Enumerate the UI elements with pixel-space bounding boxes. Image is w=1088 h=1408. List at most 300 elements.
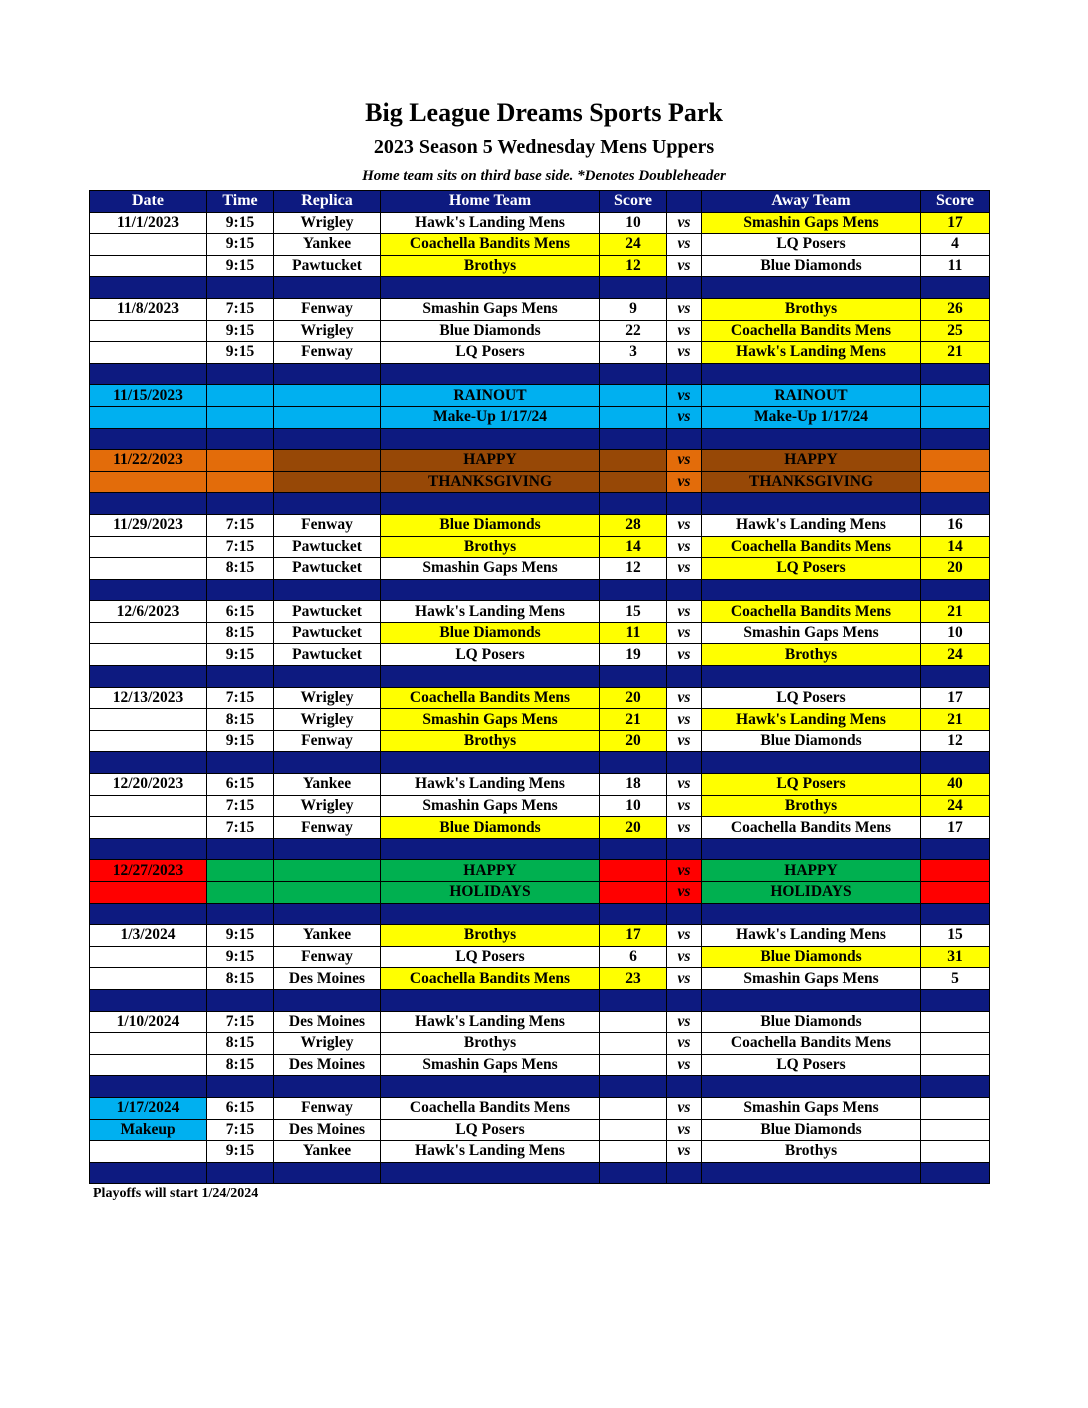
separator-cell [381, 277, 600, 299]
replica-cell: Fenway [274, 1097, 381, 1119]
home-score-cell [600, 1054, 667, 1076]
separator-cell [274, 579, 381, 601]
date-cell: 1/17/2024 [90, 1097, 207, 1119]
col-replica-header: Replica [274, 191, 381, 213]
separator-cell [600, 752, 667, 774]
away-score-cell: 17 [921, 687, 990, 709]
date-cell [90, 644, 207, 666]
header-row [90, 191, 990, 213]
separator-cell [600, 493, 667, 515]
separator-cell [90, 1162, 207, 1184]
separator-row [90, 493, 990, 515]
replica-cell: Fenway [274, 342, 381, 364]
home-score-cell: 18 [600, 774, 667, 796]
home-score-cell: 11 [600, 622, 667, 644]
replica-cell: Wrigley [274, 212, 381, 234]
separator-row [90, 666, 990, 688]
vs-cell: vs [667, 795, 702, 817]
table-row [90, 968, 990, 990]
away-score-cell: 26 [921, 298, 990, 320]
playoffs-note: Playoffs will start 1/24/2024 [93, 1186, 259, 1201]
separator-cell [702, 493, 921, 515]
vs-cell: vs [667, 601, 702, 623]
home-team-cell: Blue Diamonds [381, 817, 600, 839]
home-score-cell: 21 [600, 709, 667, 731]
table-row [90, 882, 990, 904]
home-score-cell: 17 [600, 925, 667, 947]
time-cell: 8:15 [207, 968, 274, 990]
separator-cell [274, 493, 381, 515]
vs-cell: vs [667, 882, 702, 904]
away-score-cell: 21 [921, 709, 990, 731]
date-cell [90, 1054, 207, 1076]
replica-cell: Des Moines [274, 968, 381, 990]
separator-cell [702, 1162, 921, 1184]
away-score-cell: 16 [921, 514, 990, 536]
time-cell: 9:15 [207, 925, 274, 947]
home-score-cell: 20 [600, 817, 667, 839]
time-cell: 8:15 [207, 622, 274, 644]
time-cell: 9:15 [207, 644, 274, 666]
home-score-cell: 6 [600, 946, 667, 968]
away-score-cell [921, 1141, 990, 1163]
replica-cell: Yankee [274, 1141, 381, 1163]
separator-row [90, 752, 990, 774]
vs-cell: vs [667, 817, 702, 839]
separator-cell [274, 1076, 381, 1098]
separator-cell [921, 428, 990, 450]
vs-cell: vs [667, 687, 702, 709]
away-team-cell: Brothys [702, 298, 921, 320]
separator-cell [381, 666, 600, 688]
separator-cell [90, 277, 207, 299]
separator-cell [702, 666, 921, 688]
away-score-cell [921, 882, 990, 904]
time-cell: 8:15 [207, 709, 274, 731]
separator-cell [90, 752, 207, 774]
table-row [90, 212, 990, 234]
away-score-cell: 15 [921, 925, 990, 947]
replica-cell [274, 860, 381, 882]
home-team-cell: LQ Posers [381, 946, 600, 968]
separator-row [90, 903, 990, 925]
separator-cell [702, 363, 921, 385]
separator-row [90, 363, 990, 385]
away-score-cell: 40 [921, 774, 990, 796]
vs-cell: vs [667, 212, 702, 234]
date-cell [90, 1033, 207, 1055]
home-team-cell: Brothys [381, 1033, 600, 1055]
separator-cell [207, 277, 274, 299]
table-row [90, 601, 990, 623]
date-cell [90, 730, 207, 752]
time-cell [207, 860, 274, 882]
away-team-cell: Hawk's Landing Mens [702, 709, 921, 731]
time-cell [207, 450, 274, 472]
replica-cell: Pawtucket [274, 558, 381, 580]
away-team-cell: LQ Posers [702, 687, 921, 709]
schedule-body [90, 212, 990, 1184]
home-team-cell: Hawk's Landing Mens [381, 601, 600, 623]
vs-cell: vs [667, 1097, 702, 1119]
date-cell: 1/3/2024 [90, 925, 207, 947]
separator-cell [381, 989, 600, 1011]
away-team-cell: Blue Diamonds [702, 730, 921, 752]
date-cell [90, 882, 207, 904]
home-score-cell [600, 1097, 667, 1119]
separator-cell [667, 838, 702, 860]
separator-cell [667, 989, 702, 1011]
separator-cell [90, 363, 207, 385]
home-score-cell: 15 [600, 601, 667, 623]
away-team-cell: THANKSGIVING [702, 471, 921, 493]
time-cell: 9:15 [207, 212, 274, 234]
replica-cell [274, 385, 381, 407]
col-away-team-header: Away Team [702, 191, 921, 213]
separator-cell [600, 838, 667, 860]
separator-cell [90, 428, 207, 450]
home-score-cell: 9 [600, 298, 667, 320]
away-score-cell [921, 1119, 990, 1141]
away-team-cell: Blue Diamonds [702, 255, 921, 277]
table-row [90, 558, 990, 580]
home-team-cell: HAPPY [381, 450, 600, 472]
separator-cell [600, 428, 667, 450]
separator-cell [90, 666, 207, 688]
away-team-cell: HOLIDAYS [702, 882, 921, 904]
replica-cell [274, 882, 381, 904]
table-row [90, 1119, 990, 1141]
away-team-cell: Brothys [702, 795, 921, 817]
separator-cell [702, 1076, 921, 1098]
table-row [90, 320, 990, 342]
separator-cell [381, 493, 600, 515]
away-score-cell [921, 406, 990, 428]
time-cell: 9:15 [207, 320, 274, 342]
separator-cell [702, 903, 921, 925]
separator-row [90, 989, 990, 1011]
home-team-cell: LQ Posers [381, 342, 600, 364]
time-cell: 7:15 [207, 1119, 274, 1141]
home-team-cell: LQ Posers [381, 1119, 600, 1141]
col-date-header: Date [90, 191, 207, 213]
away-team-cell: RAINOUT [702, 385, 921, 407]
time-cell: 7:15 [207, 795, 274, 817]
separator-row [90, 428, 990, 450]
separator-cell [274, 666, 381, 688]
date-cell [90, 471, 207, 493]
separator-cell [274, 363, 381, 385]
away-team-cell: Coachella Bandits Mens [702, 536, 921, 558]
away-team-cell: Make-Up 1/17/24 [702, 406, 921, 428]
table-row [90, 406, 990, 428]
separator-cell [90, 838, 207, 860]
table-row [90, 298, 990, 320]
separator-cell [702, 277, 921, 299]
separator-cell [702, 428, 921, 450]
separator-row [90, 579, 990, 601]
separator-cell [921, 1076, 990, 1098]
separator-cell [600, 277, 667, 299]
away-score-cell [921, 1011, 990, 1033]
home-team-cell: Brothys [381, 925, 600, 947]
vs-cell: vs [667, 406, 702, 428]
time-cell: 7:15 [207, 298, 274, 320]
separator-cell [921, 989, 990, 1011]
col-home-team-header: Home Team [381, 191, 600, 213]
page-title: Big League Dreams Sports Park [365, 98, 723, 127]
table-row [90, 730, 990, 752]
separator-cell [600, 989, 667, 1011]
time-cell: 6:15 [207, 774, 274, 796]
separator-cell [274, 838, 381, 860]
table-row [90, 860, 990, 882]
vs-cell: vs [667, 471, 702, 493]
home-team-cell: RAINOUT [381, 385, 600, 407]
replica-cell: Pawtucket [274, 255, 381, 277]
separator-cell [667, 752, 702, 774]
time-cell [207, 406, 274, 428]
table-row [90, 514, 990, 536]
date-cell: 12/6/2023 [90, 601, 207, 623]
replica-cell: Fenway [274, 817, 381, 839]
separator-cell [667, 579, 702, 601]
separator-cell [667, 428, 702, 450]
table-row [90, 342, 990, 364]
separator-cell [274, 989, 381, 1011]
date-cell [90, 622, 207, 644]
away-score-cell: 21 [921, 601, 990, 623]
separator-cell [274, 903, 381, 925]
replica-cell: Pawtucket [274, 622, 381, 644]
away-team-cell: HAPPY [702, 450, 921, 472]
table-row [90, 1141, 990, 1163]
time-cell: 8:15 [207, 1054, 274, 1076]
away-score-cell: 31 [921, 946, 990, 968]
time-cell: 9:15 [207, 730, 274, 752]
vs-cell: vs [667, 234, 702, 256]
separator-cell [921, 666, 990, 688]
date-cell [90, 234, 207, 256]
separator-cell [90, 989, 207, 1011]
vs-cell: vs [667, 320, 702, 342]
home-score-cell [600, 1141, 667, 1163]
replica-cell [274, 450, 381, 472]
home-team-cell: Brothys [381, 536, 600, 558]
table-row [90, 925, 990, 947]
home-team-cell: Brothys [381, 255, 600, 277]
table-row [90, 255, 990, 277]
home-team-cell: Blue Diamonds [381, 320, 600, 342]
time-cell: 8:15 [207, 558, 274, 580]
home-team-cell: THANKSGIVING [381, 471, 600, 493]
home-team-cell: Hawk's Landing Mens [381, 774, 600, 796]
home-team-cell: Hawk's Landing Mens [381, 1141, 600, 1163]
separator-cell [921, 903, 990, 925]
date-cell [90, 320, 207, 342]
separator-cell [702, 752, 921, 774]
home-score-cell: 10 [600, 212, 667, 234]
replica-cell: Yankee [274, 774, 381, 796]
separator-cell [274, 752, 381, 774]
away-team-cell: LQ Posers [702, 558, 921, 580]
vs-cell: vs [667, 558, 702, 580]
vs-cell: vs [667, 946, 702, 968]
vs-cell: vs [667, 622, 702, 644]
home-team-cell: Smashin Gaps Mens [381, 298, 600, 320]
replica-cell [274, 471, 381, 493]
separator-cell [274, 428, 381, 450]
separator-cell [667, 493, 702, 515]
table-row [90, 385, 990, 407]
separator-cell [381, 1076, 600, 1098]
vs-cell: vs [667, 925, 702, 947]
table-row [90, 687, 990, 709]
separator-cell [207, 493, 274, 515]
table-row [90, 450, 990, 472]
separator-cell [381, 1162, 600, 1184]
date-cell [90, 558, 207, 580]
home-team-cell: HAPPY [381, 860, 600, 882]
col-vs-header [667, 191, 702, 213]
away-team-cell: Brothys [702, 644, 921, 666]
col-home-score-header: Score [600, 191, 667, 213]
home-team-cell: Hawk's Landing Mens [381, 1011, 600, 1033]
replica-cell: Wrigley [274, 795, 381, 817]
separator-cell [207, 838, 274, 860]
vs-cell: vs [667, 1011, 702, 1033]
home-team-cell: Smashin Gaps Mens [381, 795, 600, 817]
away-team-cell: LQ Posers [702, 1054, 921, 1076]
separator-cell [207, 903, 274, 925]
vs-cell: vs [667, 1054, 702, 1076]
vs-cell: vs [667, 536, 702, 558]
separator-cell [600, 363, 667, 385]
separator-cell [667, 277, 702, 299]
page-subtitle: 2023 Season 5 Wednesday Mens Uppers [373, 136, 715, 158]
vs-cell: vs [667, 1033, 702, 1055]
date-cell: 12/20/2023 [90, 774, 207, 796]
away-team-cell: Coachella Bandits Mens [702, 320, 921, 342]
away-score-cell [921, 1033, 990, 1055]
replica-cell: Fenway [274, 946, 381, 968]
away-score-cell [921, 1097, 990, 1119]
separator-cell [90, 579, 207, 601]
separator-cell [274, 277, 381, 299]
table-row [90, 644, 990, 666]
home-score-cell [600, 1033, 667, 1055]
home-score-cell: 12 [600, 558, 667, 580]
separator-cell [921, 579, 990, 601]
vs-cell: vs [667, 860, 702, 882]
away-score-cell [921, 471, 990, 493]
home-score-cell: 20 [600, 730, 667, 752]
time-cell: 7:15 [207, 536, 274, 558]
home-team-cell: Smashin Gaps Mens [381, 1054, 600, 1076]
home-score-cell: 28 [600, 514, 667, 536]
separator-cell [702, 579, 921, 601]
home-score-cell: 22 [600, 320, 667, 342]
col-time-header: Time [207, 191, 274, 213]
away-team-cell: Blue Diamonds [702, 1119, 921, 1141]
home-score-cell [600, 1119, 667, 1141]
time-cell: 6:15 [207, 601, 274, 623]
replica-cell: Pawtucket [274, 644, 381, 666]
home-score-cell: 12 [600, 255, 667, 277]
separator-row [90, 838, 990, 860]
separator-cell [381, 428, 600, 450]
replica-cell: Pawtucket [274, 601, 381, 623]
table-row [90, 1011, 990, 1033]
separator-cell [207, 989, 274, 1011]
schedule-table [89, 190, 990, 1184]
separator-cell [90, 493, 207, 515]
home-team-cell: Blue Diamonds [381, 622, 600, 644]
date-cell [90, 1141, 207, 1163]
separator-cell [702, 989, 921, 1011]
separator-cell [207, 428, 274, 450]
table-row [90, 1033, 990, 1055]
date-cell: Makeup [90, 1119, 207, 1141]
away-score-cell [921, 860, 990, 882]
separator-row [90, 1162, 990, 1184]
separator-cell [667, 1076, 702, 1098]
separator-cell [921, 363, 990, 385]
separator-cell [381, 903, 600, 925]
separator-row [90, 277, 990, 299]
vs-cell: vs [667, 514, 702, 536]
away-score-cell: 10 [921, 622, 990, 644]
date-cell: 11/1/2023 [90, 212, 207, 234]
replica-cell: Wrigley [274, 687, 381, 709]
away-team-cell: LQ Posers [702, 774, 921, 796]
vs-cell: vs [667, 255, 702, 277]
time-cell: 7:15 [207, 817, 274, 839]
separator-cell [381, 579, 600, 601]
away-team-cell: HAPPY [702, 860, 921, 882]
time-cell: 6:15 [207, 1097, 274, 1119]
separator-cell [921, 493, 990, 515]
separator-cell [600, 666, 667, 688]
separator-cell [667, 903, 702, 925]
date-cell [90, 342, 207, 364]
home-team-cell: Smashin Gaps Mens [381, 558, 600, 580]
home-team-cell: Brothys [381, 730, 600, 752]
col-away-score-header: Score [921, 191, 990, 213]
separator-cell [921, 838, 990, 860]
table-row [90, 1097, 990, 1119]
replica-cell: Des Moines [274, 1011, 381, 1033]
separator-cell [921, 752, 990, 774]
away-team-cell: Smashin Gaps Mens [702, 212, 921, 234]
away-team-cell: Smashin Gaps Mens [702, 1097, 921, 1119]
away-score-cell: 24 [921, 644, 990, 666]
separator-cell [207, 752, 274, 774]
away-team-cell: Hawk's Landing Mens [702, 925, 921, 947]
replica-cell: Yankee [274, 925, 381, 947]
vs-cell: vs [667, 968, 702, 990]
vs-cell: vs [667, 644, 702, 666]
table-row [90, 1054, 990, 1076]
home-score-cell: 3 [600, 342, 667, 364]
replica-cell: Wrigley [274, 709, 381, 731]
table-row [90, 795, 990, 817]
date-cell: 11/29/2023 [90, 514, 207, 536]
away-team-cell: LQ Posers [702, 234, 921, 256]
away-score-cell [921, 385, 990, 407]
separator-cell [600, 579, 667, 601]
vs-cell: vs [667, 730, 702, 752]
